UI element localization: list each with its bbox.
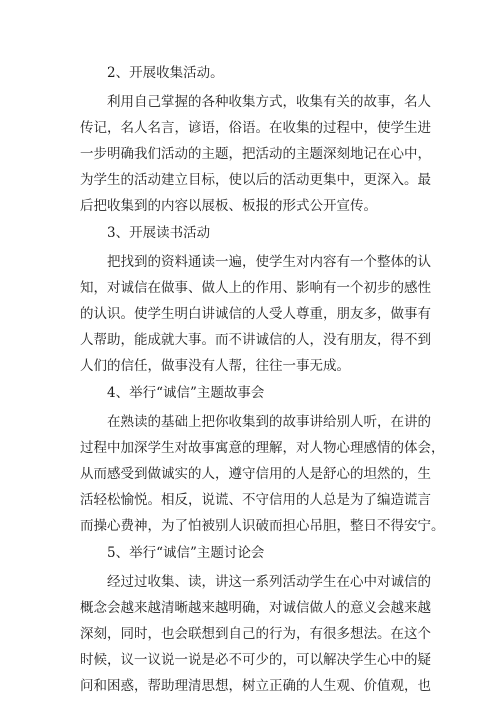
section-heading-3: 3、开展读书活动 [107, 225, 211, 241]
paragraph-line: 后把收集到的内容以展板、板报的形式公开宣传。 [80, 198, 377, 214]
paragraph-line: 经过过收集、读，讲这一系列活动学生在心中对诚信的 [107, 574, 431, 590]
paragraph-line: 为学生的活动建立目标，使以后的活动更集中，更深入。最 [80, 172, 431, 188]
paragraph-line: 利用自己掌握的各种收集方式，收集有关的故事，名人 [107, 94, 431, 110]
paragraph-line: 而操心费神，为了怕被别人识破而担心吊胆，整日不得安宁。 [80, 518, 445, 534]
paragraph-line: 时候，议一议说一说是必不可少的，可以解决学生心中的疑 [80, 652, 431, 668]
paragraph-line: 传记，名人名言，谚语，俗语。在收集的过程中，使学生进 [80, 120, 431, 136]
paragraph-line: 在熟读的基础上把你收集到的故事讲给别人听，在讲的 [107, 414, 431, 430]
paragraph-line: 的认识。使学生明白讲诚信的人受人尊重，朋友多，做事有 [80, 306, 431, 322]
paragraph-line: 过程中加深学生对故事寓意的理解，对人物心理感情的体会， [80, 440, 445, 456]
section-heading-2: 2、开展收集活动。 [107, 65, 224, 81]
paragraph-line: 活轻松愉悦。相反，说谎、不守信用的人总是为了编造谎言 [80, 492, 431, 508]
paragraph-line: 人们的信任，做事没有人帮，往往一事无成。 [80, 358, 350, 374]
paragraph-line: 问和困惑，帮助理清思想，树立正确的人生观、价值观，也 [80, 678, 431, 694]
section-heading-4: 4、举行“诚信”主题故事会 [107, 385, 265, 401]
paragraph-line: 一步明确我们活动的主题，把活动的主题深刻地记在心中， [80, 146, 431, 162]
paragraph-line: 知，对诚信在做事、做人上的作用、影响有一个初步的感性 [80, 280, 431, 296]
paragraph-line: 把找到的资料通读一遍，使学生对内容有一个整体的认 [107, 254, 431, 270]
paragraph-line: 深刻，同时，也会联想到自己的行为，有很多想法。在这个 [80, 626, 431, 642]
paragraph-line: 人帮助，能成就大事。而不讲诚信的人，没有朋友，得不到 [80, 332, 431, 348]
section-heading-5: 5、举行“诚信”主题讨论会 [107, 545, 265, 561]
paragraph-line: 从而感受到做诚实的人，遵守信用的人是舒心的坦然的，生 [80, 466, 431, 482]
paragraph-line: 概念会越来越清晰越来越明确，对诚信做人的意义会越来越 [80, 600, 431, 616]
